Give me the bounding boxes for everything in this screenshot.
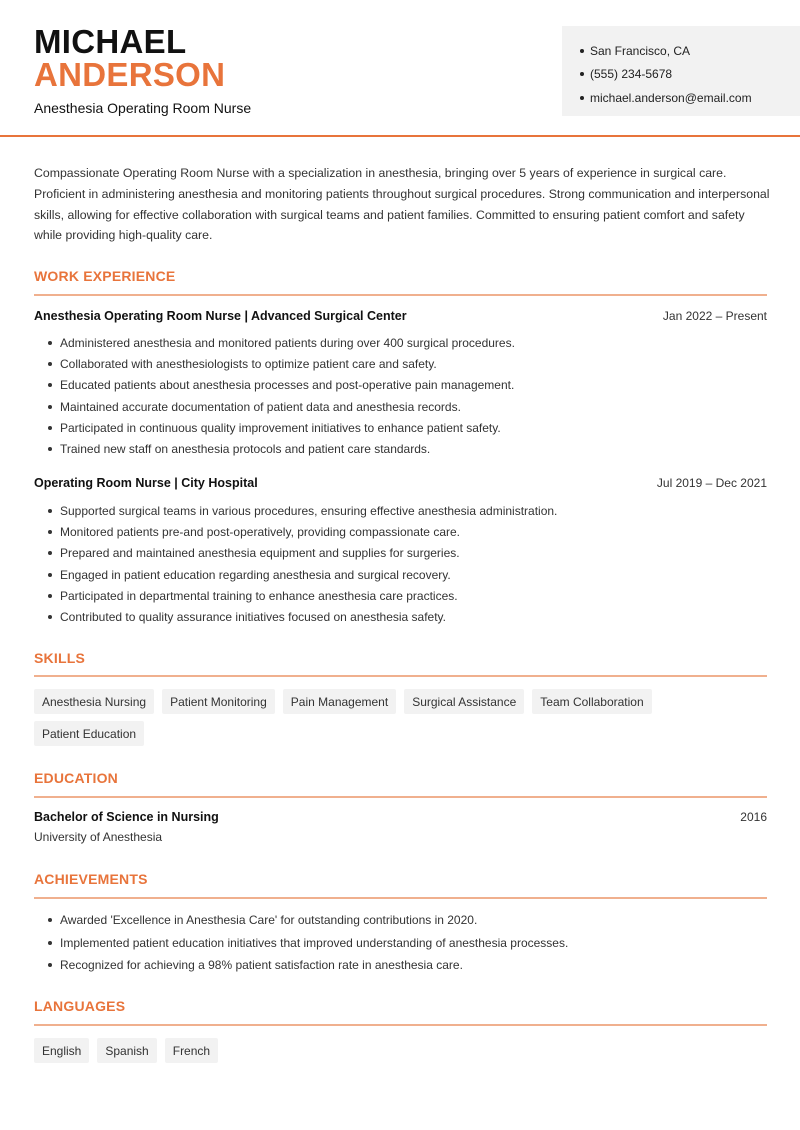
bullet-icon <box>48 509 52 513</box>
section-divider <box>34 897 767 899</box>
job-dates: Jan 2022 – Present <box>662 309 767 323</box>
section-divider <box>34 1024 767 1026</box>
list-item: Prepared and maintained anesthesia equipment and supplies for surgeries. <box>34 543 767 564</box>
bullet-icon <box>48 963 52 967</box>
last-name: ANDERSON <box>34 56 226 93</box>
skill-chip: Anesthesia Nursing <box>34 689 154 714</box>
list-item: Maintained accurate documentation of patient data and anesthesia records. <box>34 396 767 417</box>
summary: Compassionate Operating Room Nurse with a specialization in anesthesia, bringing over 5 years of experience in surgical care. Proficient in administering anesthesia and monitoring patients throughout surgical procedures. Strong communication and interpersonal skills, allowing for effective collaboration with surgical teams and patient families. Committed to ensuring patient comfort and safety while providing high-quality care. <box>34 166 770 243</box>
language-chip: French <box>165 1038 218 1063</box>
section-divider <box>34 294 767 296</box>
list-item: Monitored patients pre-and post-operatively, providing compassionate care. <box>34 521 767 542</box>
degree: Bachelor of Science in Nursing <box>34 810 219 824</box>
bullet-icon <box>48 530 52 534</box>
header-divider <box>0 135 800 137</box>
contact-box <box>562 26 800 116</box>
languages-list <box>34 1038 774 1070</box>
list-item: Contributed to quality assurance initiatives focused on anesthesia safety. <box>34 606 767 627</box>
section-divider <box>34 675 767 677</box>
skills-list <box>34 689 774 753</box>
bullet-icon <box>48 918 52 922</box>
bullet-icon <box>48 573 52 577</box>
bullet-icon <box>48 405 52 409</box>
list-item: Educated patients about anesthesia processes and post-operative pain management. <box>34 375 767 396</box>
list-item: Administered anesthesia and monitored patients during over 400 surgical procedures. <box>34 332 767 353</box>
skill-chip: Patient Education <box>34 721 144 746</box>
skill-chip: Pain Management <box>283 689 396 714</box>
language-chip: Spanish <box>97 1038 156 1063</box>
job-bullets <box>34 332 767 460</box>
section-title-education: EDUCATION <box>34 770 118 786</box>
list-item: Trained new staff on anesthesia protocols and patient care standards. <box>34 438 767 459</box>
job-title: Anesthesia Operating Room Nurse <box>34 100 252 116</box>
job-bullets <box>34 500 767 628</box>
bullet-icon <box>48 941 52 945</box>
list-item: Participated in continuous quality improvement initiatives to enhance patient safety. <box>34 417 767 438</box>
list-item: Implemented patient education initiatives that improved understanding of anesthesia processes. <box>34 932 767 955</box>
contact-phone: (555) 234-5678 <box>580 63 800 87</box>
school-name: University of Anesthesia <box>34 830 163 844</box>
contact-email: michael.anderson@email.com <box>580 86 800 110</box>
bullet-icon <box>48 362 52 366</box>
job-dates: Jul 2019 – Dec 2021 <box>656 476 767 490</box>
list-item: Engaged in patient education regarding anesthesia and surgical recovery. <box>34 564 767 585</box>
bullet-icon <box>48 341 52 345</box>
bullet-icon <box>48 383 52 387</box>
bullet-icon <box>48 447 52 451</box>
language-chip: English <box>34 1038 89 1063</box>
bullet-icon <box>580 72 584 76</box>
job-name: Anesthesia Operating Room Nurse | Advanced Surgical Center <box>34 309 407 323</box>
skill-chip: Surgical Assistance <box>404 689 524 714</box>
job-name: Operating Room Nurse | City Hospital <box>34 476 258 490</box>
section-title-achievements: ACHIEVEMENTS <box>34 871 148 887</box>
resume-header <box>0 0 800 138</box>
list-item: Participated in departmental training to enhance anesthesia care practices. <box>34 585 767 606</box>
list-item: Collaborated with anesthesiologists to optimize patient care and safety. <box>34 353 767 374</box>
bullet-icon <box>48 426 52 430</box>
section-title-work: WORK EXPERIENCE <box>34 268 176 284</box>
bullet-icon <box>580 96 584 100</box>
bullet-icon <box>48 551 52 555</box>
achievements-list <box>34 909 767 977</box>
education-header <box>34 810 767 824</box>
bullet-icon <box>48 594 52 598</box>
contact-location: San Francisco, CA <box>580 39 800 63</box>
list-item: Recognized for achieving a 98% patient satisfaction rate in anesthesia care. <box>34 954 767 977</box>
section-divider <box>34 796 767 798</box>
list-item: Supported surgical teams in various procedures, ensuring effective anesthesia administration. <box>34 500 767 521</box>
skill-chip: Team Collaboration <box>532 689 651 714</box>
first-name: MICHAEL <box>34 23 187 60</box>
bullet-icon <box>48 615 52 619</box>
section-title-languages: LANGUAGES <box>34 998 126 1014</box>
bullet-icon <box>580 49 584 53</box>
list-item: Awarded 'Excellence in Anesthesia Care' for outstanding contributions in 2020. <box>34 909 767 932</box>
job-header <box>34 309 767 323</box>
graduation-year: 2016 <box>740 810 767 824</box>
section-title-skills: SKILLS <box>34 650 85 666</box>
job-header <box>34 476 767 490</box>
skill-chip: Patient Monitoring <box>162 689 275 714</box>
